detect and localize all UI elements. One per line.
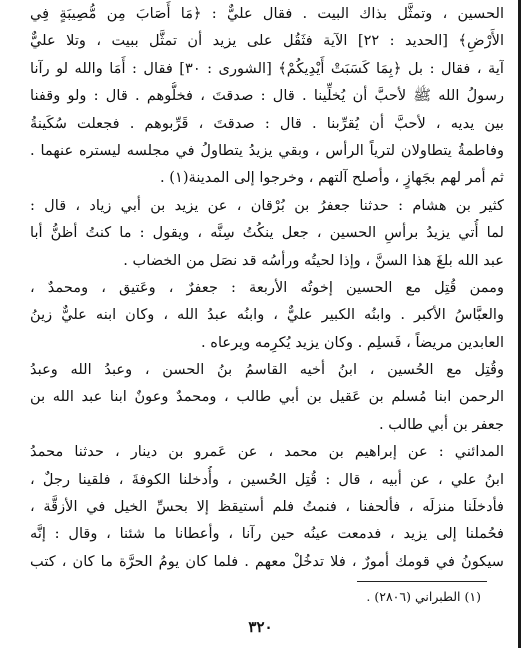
text-line: عبد الله بلغَ هذا السنَّ ، وإذا لحيتُه ورأسُه قد نصَل من الخضاب . <box>123 251 504 269</box>
text-line: بين يديه ، لأحبَّ أن يُقرِّبنا . قال : صدقتَ ، قَرِّبوهم . فجعلت سُكَينةُ <box>30 114 504 132</box>
text-line: فحُملنا إلى يزيد ، فدمعت عينُه حين رآنا ، وأعطانا ما شئنا ، وقال : إنَّه <box>30 525 504 543</box>
text-line: ابنُ علي ، عن أبيه ، قال : قُتِل الحُسين ، وأُدخلنا الكوفةَ ، فلقينا رجلٌ ، <box>30 470 504 488</box>
text-line: وممن قُتِل مع الحسين إخوتُه الأربعة : جعفرٌ ، وعَتيق ، ومحمدٌ ، <box>30 278 504 296</box>
footnote: (١) الطبراني (٢٨٠٦) . <box>366 589 481 604</box>
text-line: الحسين ، وتمثَّل بذاك البيت . فقال عليٌّ : ﴿مَا أَصَابَ مِن مُّصِيبَةٍ فِي <box>30 5 504 22</box>
main-text-block <box>30 0 504 575</box>
footnote-divider <box>357 581 487 582</box>
text-line: المدائني : عن إبراهيم بن محمد ، عن عَمرو بن دينار ، حدثنا محمدُ <box>30 443 504 461</box>
text-line: العابدين مريضاً ، فَسلِم . وكان يزيد يُكرِمه ويرعاه . <box>201 333 504 351</box>
text-line: وفاطمةُ يتطاولان لترياً الرأس ، وبقي يزيدُ يتطاولُ في مجلسه ليستره عنهما . <box>30 141 504 159</box>
text-line: كثير بن هشام : حدثنا جعفرُ بن بُرْقان ، عن يزيد بن أبي زياد ، قال : <box>30 196 504 214</box>
text-line: ثم أمر لهم بجَهازٍ ، وأصلح آلتهم ، وخرجوا إلى المدينة(١) . <box>160 169 504 187</box>
text-line: الأَرْضِ﴾ [الحديد : ٢٢] الآية فثَقُل على يزيد أن تمثَّل ببيت ، وتلا عليٌّ <box>30 32 504 50</box>
text-line: فأدخلَنا منزلَه ، فألحفنا ، فنمتُ فلم أستيقظ إلا بحسِّ الخيل في الأزقَّة ، <box>30 498 504 516</box>
text-line: سيكونُ في قومك أمورٌ ، فلا تدخُلْ معهم . فلما كان يومُ الحرَّة ما كان ، كتب <box>30 552 504 570</box>
text-line: والعبَّاسُ الأكبر . وابنُه الكبير عليٌّ ، وابنُه عبدُ الله ، وكان ابنه عليٌّ زينُ <box>30 306 504 324</box>
text-line: الرحمن ابنا مُسلم بن عَقيل بن أبي طالب ، ومحمدٌ وعونٌ ابنا عبد الله بن <box>30 388 504 406</box>
text-line: جعفر بن أبي طالب . <box>379 415 504 433</box>
page-number: ٣٢٠ <box>248 618 273 636</box>
text-line: رسولُ الله ﷺ لأحبَّ أن يُخلِّينا . قال : صدقتَ ، فخلُّوهم . قال : ولو وقفنا <box>30 87 504 105</box>
text-line: لما أُتي يزيدُ برأسِ الحسين ، جعل ينكُتُ سِنَّه ، ويقول : ما كنتُ أظنُّ أبا <box>30 224 504 242</box>
text-line: وقُتِل مع الحُسين ، ابنُ أخيه القاسمُ بنُ الحسن ، وعبدُ الله وعبدُ <box>30 361 504 379</box>
text-line: آية ، فقال : بل ﴿بِمَا كَسَبَتْ أَيْدِيكُمْ﴾ [الشورى : ٣٠] فقال : أَمَا والله لو رآنا <box>30 59 504 77</box>
